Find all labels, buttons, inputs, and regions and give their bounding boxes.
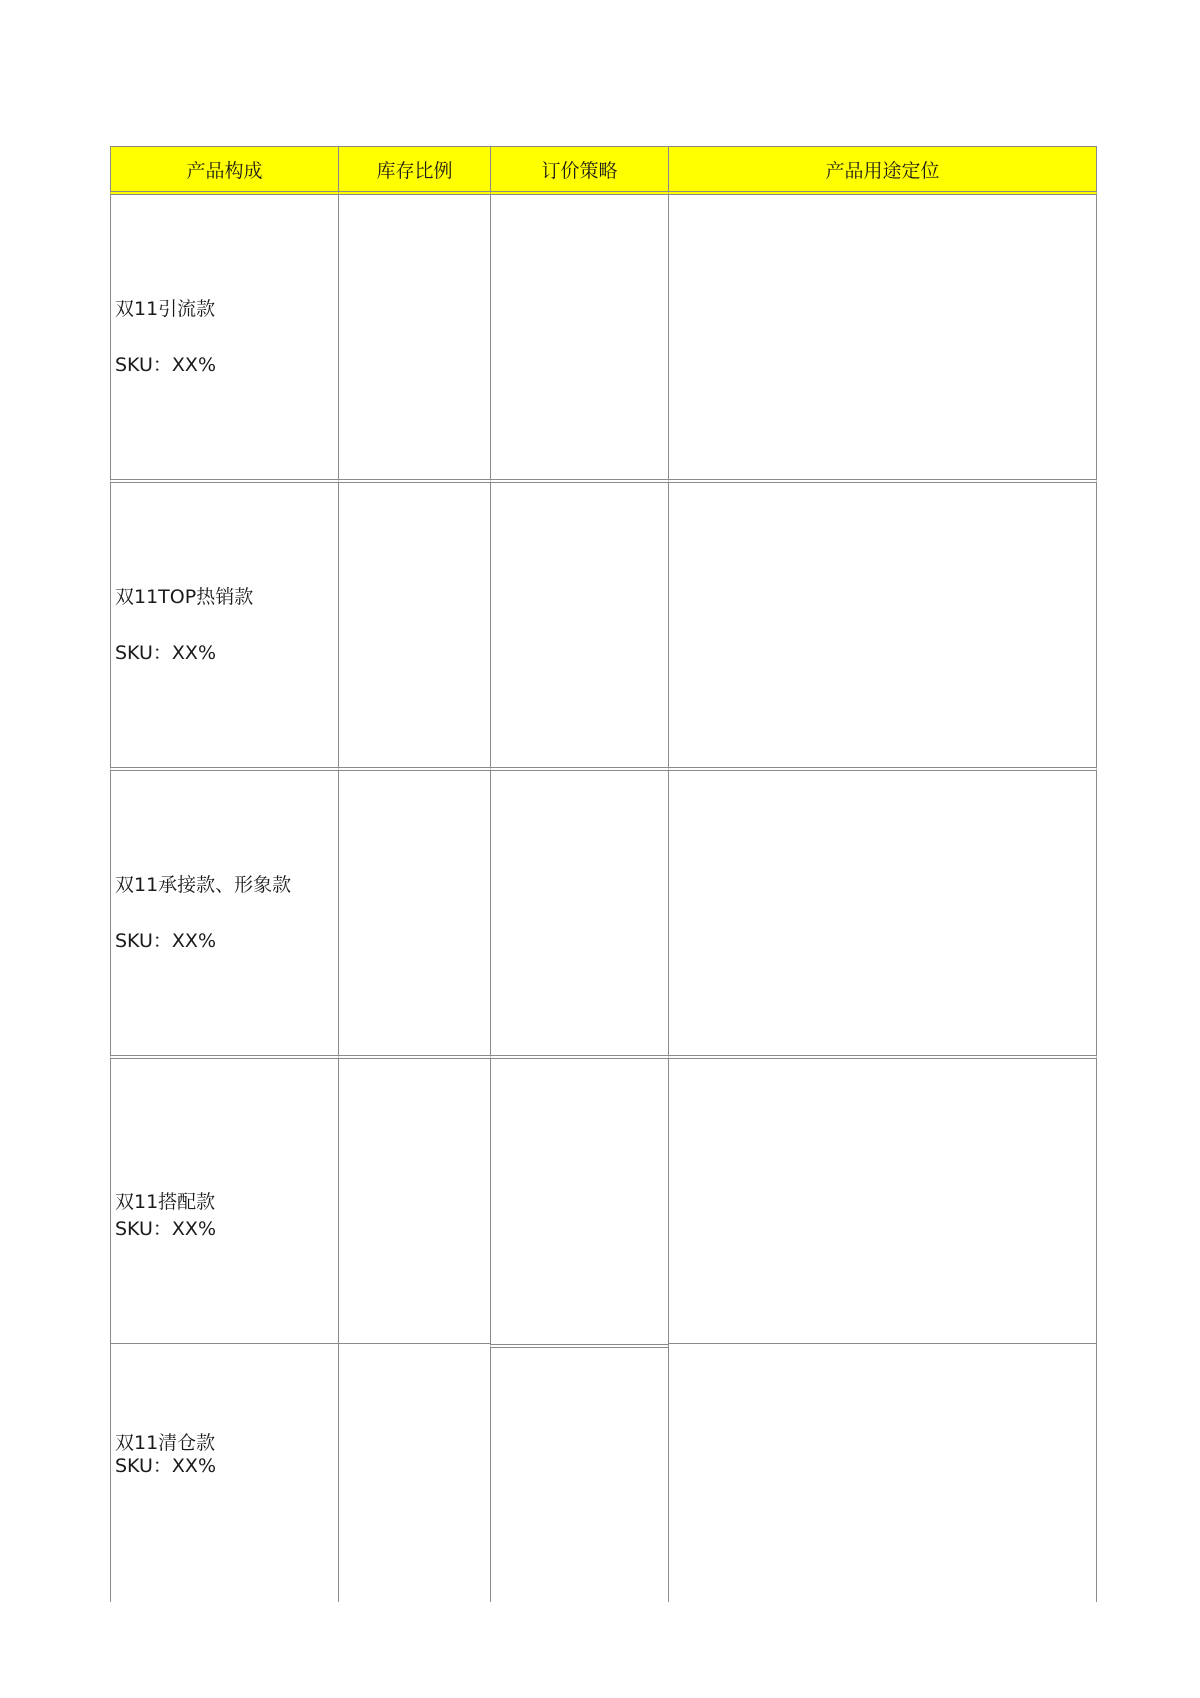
product-type-label: 双11承接款、形象款	[115, 873, 292, 896]
table-row	[110, 1059, 1097, 1344]
pricing-strategy-cell	[490, 195, 668, 483]
product-type-label: 双11清仓款	[115, 1432, 216, 1454]
product-composition-cell	[110, 1344, 338, 1602]
table-row	[110, 195, 1097, 483]
pricing-strategy-cell	[490, 483, 668, 771]
sku-ratio-label: SKU：XX%	[115, 641, 217, 664]
table-row	[110, 1344, 1097, 1602]
sku-ratio-label: SKU：XX%	[115, 1454, 217, 1477]
inventory-ratio-cell	[338, 195, 490, 483]
product-structure-table	[110, 146, 1097, 1602]
header-product-positioning: 产品用途定位	[668, 146, 1097, 195]
pricing-strategy-cell	[490, 1059, 668, 1344]
product-type-label: 双11引流款	[115, 297, 216, 320]
product-type-label: 双11TOP热销款	[115, 585, 254, 608]
header-pricing-strategy: 订价策略	[490, 146, 668, 195]
product-composition-cell	[110, 195, 338, 483]
sku-ratio-label: SKU：XX%	[115, 929, 217, 952]
inventory-ratio-cell	[338, 771, 490, 1059]
sku-ratio-label: SKU：XX%	[115, 1217, 217, 1240]
table-row	[110, 771, 1097, 1059]
product-positioning-cell	[668, 771, 1097, 1059]
product-composition-cell	[110, 483, 338, 771]
sku-ratio-label: SKU：XX%	[115, 353, 217, 376]
table-row	[110, 483, 1097, 771]
product-positioning-cell	[668, 1344, 1097, 1602]
header-inventory-ratio: 库存比例	[338, 146, 490, 195]
pricing-strategy-cell	[490, 1344, 668, 1602]
inventory-ratio-cell	[338, 1059, 490, 1344]
inventory-ratio-cell	[338, 483, 490, 771]
table-header-row	[110, 146, 1097, 195]
product-type-label: 双11搭配款	[115, 1190, 216, 1213]
pricing-strategy-cell	[490, 771, 668, 1059]
product-positioning-cell	[668, 195, 1097, 483]
header-product-composition: 产品构成	[110, 146, 338, 195]
inventory-ratio-cell	[338, 1344, 490, 1602]
product-composition-cell	[110, 1059, 338, 1344]
product-positioning-cell	[668, 483, 1097, 771]
product-composition-cell	[110, 771, 338, 1059]
product-positioning-cell	[668, 1059, 1097, 1344]
